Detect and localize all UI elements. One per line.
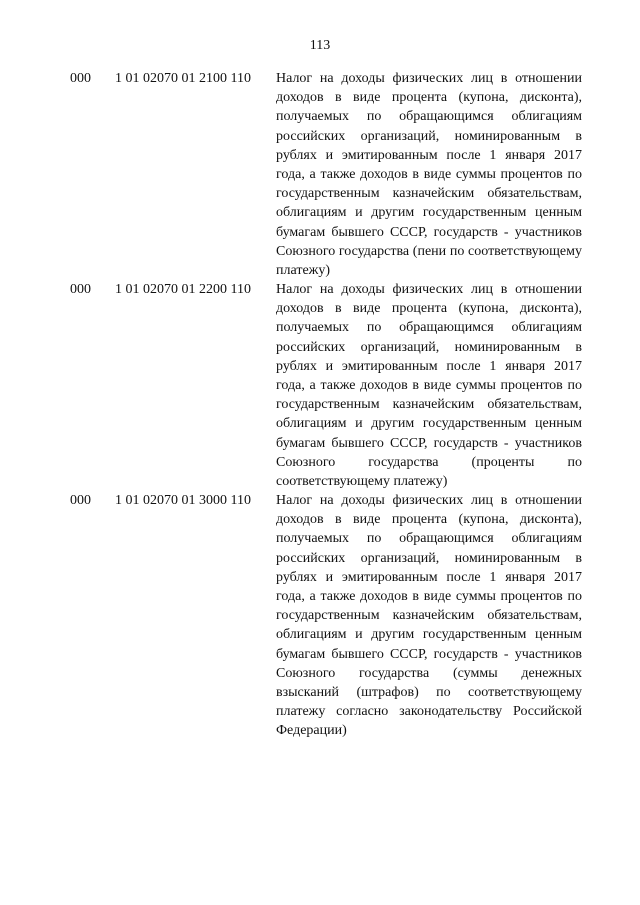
budget-classification-code: 1 01 02070 01 2100 110 <box>115 71 251 86</box>
income-description: Налог на доходы физических лиц в отношении доходов в виде процента (купона, дисконта), получаемых по обращающимся облигациям российских организаций, номинированным в рублях и эмитированным после 1 января 2017 года, а также доходов в виде суммы процентов по государственным казначейским обязательствам, облигациям и другим государственным ценным бумагам бывшего СССР, государств - участников Союзного государства (пени по соответствующему платежу) <box>276 71 582 279</box>
administrator-code: 000 <box>70 282 91 297</box>
classification-entry <box>0 69 640 280</box>
classification-entry <box>0 491 640 751</box>
budget-classification-code: 1 01 02070 01 3000 110 <box>115 493 251 508</box>
page-number: 113 <box>309 38 331 53</box>
budget-classification-list <box>0 69 640 751</box>
budget-classification-code: 1 01 02070 01 2200 110 <box>115 282 251 297</box>
income-description: Налог на доходы физических лиц в отношении доходов в виде процента (купона, дисконта), получаемых по обращающимся облигациям российских организаций, номинированным в рублях и эмитированным после 1 января 2017 года, а также доходов в виде суммы процентов по государственным казначейским обязательствам, облигациям и другим государственным ценным бумагам бывшего СССР, государств - участников Союзного государства (проценты по соответствующему платежу) <box>276 282 582 490</box>
administrator-code: 000 <box>70 71 91 86</box>
administrator-code: 000 <box>70 493 91 508</box>
classification-entry <box>0 280 640 491</box>
income-description: Налог на доходы физических лиц в отношении доходов в виде процента (купона, дисконта), получаемых по обращающимся облигациям российских организаций, номинированным в рублях и эмитированным после 1 января 2017 года, а также доходов в виде суммы процентов по государственным казначейским обязательствам, облигациям и другим государственным ценным бумагам бывшего СССР, государств - участников Союзного государства (суммы денежных взысканий (штрафов) по соответствующему платежу согласно законодательству Российской Федерации) <box>276 493 582 739</box>
